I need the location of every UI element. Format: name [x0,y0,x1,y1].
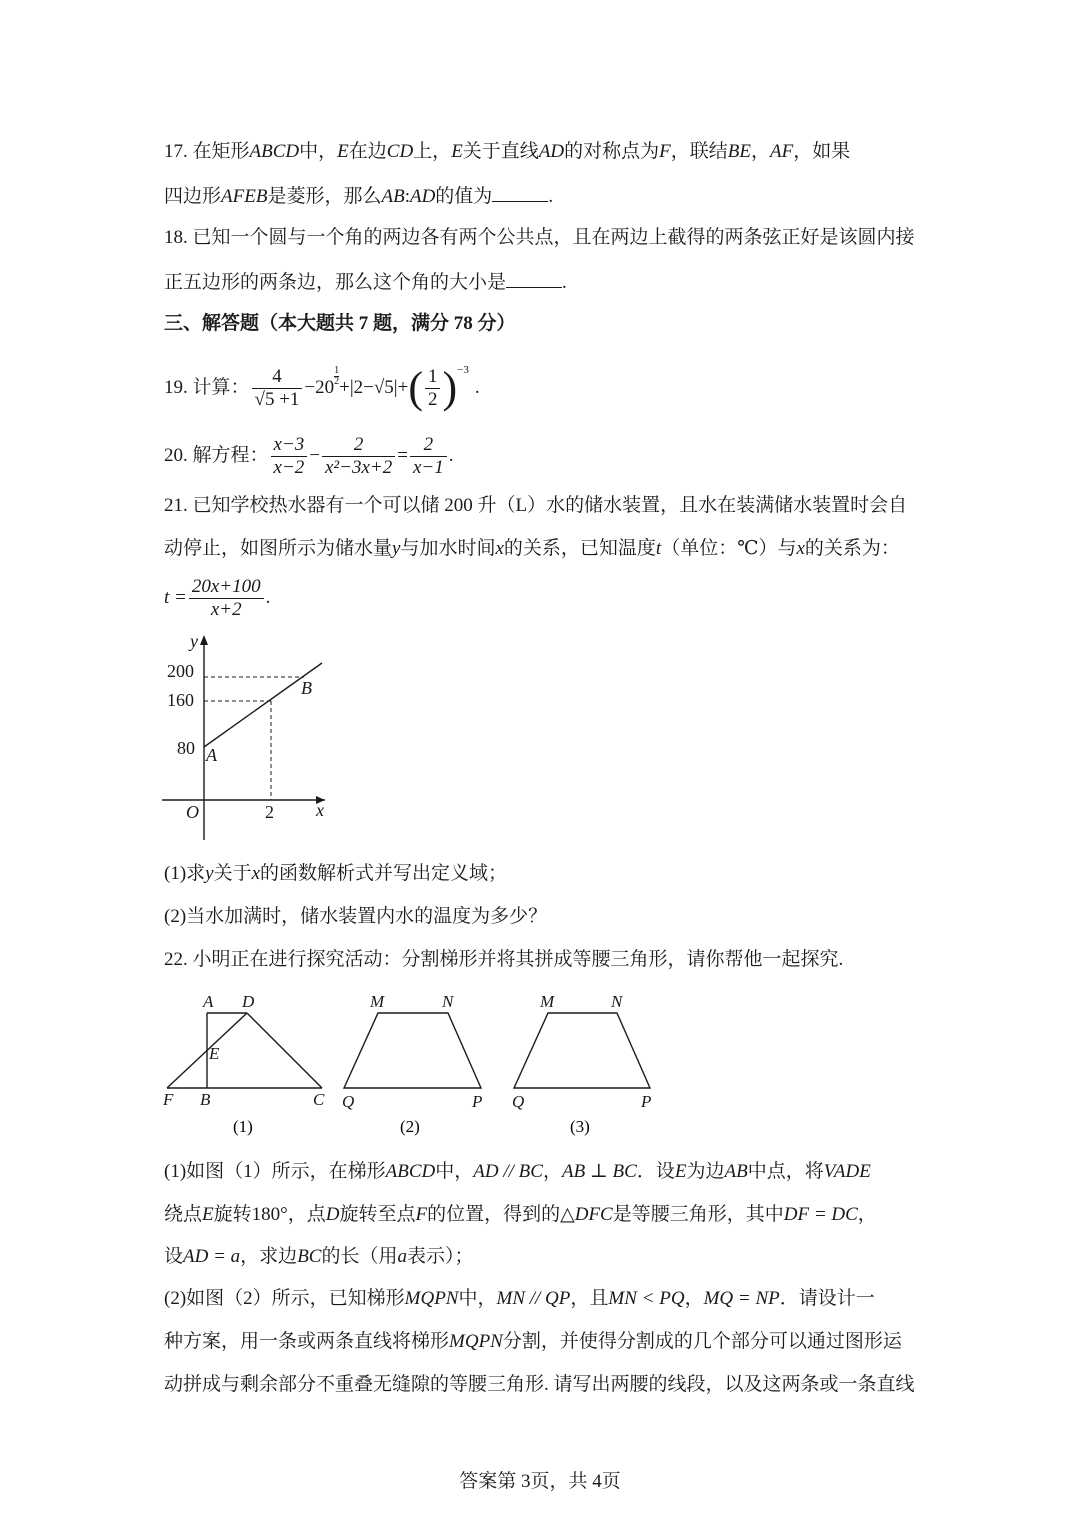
figure-3 [514,1013,650,1088]
point-b-label: B [301,678,312,698]
text: ，求边 [240,1246,298,1267]
math-var: E [202,1204,214,1225]
math-var: D [325,1204,340,1225]
fraction [189,576,264,621]
question-label: 19. 计算： [164,377,250,398]
text: 四边形 [164,186,222,207]
text: 旋转180°，点 [213,1204,326,1225]
math-expr: AD = a [183,1246,241,1267]
math-var: AD [538,141,565,162]
text: 分割，并使得分割成的几个部分可以通过图形运 [502,1331,902,1352]
math-var: AF [770,141,794,162]
text: 设 [164,1246,184,1267]
y-tick-200: 200 [167,661,194,681]
text: 关于 [213,863,252,884]
question-22-part-1-line-3 [164,1245,474,1269]
denominator: x+2 [210,598,242,620]
label-m: M [370,992,385,1011]
text: 17. 在矩形 [164,141,250,162]
math-var: MQPN [449,1331,503,1352]
text: (1)如图（1）所示，在梯形 [164,1161,386,1182]
question-20 [164,430,453,482]
text: . [548,186,554,207]
text: . [265,587,271,608]
math-var: ABCD [385,1161,436,1182]
text: 旋转至点 [339,1204,416,1225]
math-var: x [495,538,504,559]
y-axis-label: y [190,631,198,651]
math-var: E [451,141,463,162]
page-footer: 答案第 3页，共 4页 [459,1471,621,1492]
question-18-line-2 [164,269,567,295]
numerator: 20x+100 [189,576,264,599]
text: 在边 [348,141,387,162]
math-var: F [659,141,671,162]
fraction [271,434,308,479]
math-var: F [415,1204,428,1225]
label-q: Q [512,1092,525,1111]
text: 中， [299,141,338,162]
text: (1)求 [164,863,206,884]
math-var: y [392,538,401,559]
text: ， [751,141,771,162]
section-heading: 三、解答题（本大题共 7 题，满分 78 分） [164,313,516,334]
operator: − [309,445,320,466]
math-var: CD [386,141,414,162]
math-var: AD [409,186,436,207]
text: 中点，将 [747,1161,824,1182]
text: ， [857,1204,877,1225]
fraction [322,434,395,479]
text: 是等腰三角形，其中 [612,1204,784,1225]
question-21-formula [164,572,270,624]
label-f: F [163,1090,174,1109]
text: 正五边形的两条边，那么这个角的大小是 [164,272,507,293]
text: ， [684,1288,704,1309]
math-expr: AB ⊥ BC [561,1161,637,1182]
text: 关于直线 [462,141,539,162]
label-a: A [203,992,214,1011]
denominator: x−1 [412,456,444,478]
left-paren: ( [408,363,423,412]
question-22-intro: 22. 小明正在进行探究活动：分割梯形并将其拼成等腰三角形，请你帮他一起探究. [164,949,844,970]
question-18-line-1: 18. 已知一个圆与一个角的两边各有两个公共点，且在两边上截得的两条弦正好是该圆内接 [164,227,915,248]
math-var: E [337,141,349,162]
label-b: B [200,1090,211,1109]
text: 与加水时间 [400,538,496,559]
math-var: VADE [823,1161,871,1182]
question-label: 20. 解方程： [164,445,269,466]
label-m: M [540,992,555,1011]
numerator: 2 [322,434,395,457]
origin-label: O [186,802,199,822]
text: : [404,186,410,207]
question-22-part-2-line-1 [164,1287,875,1311]
math-var: BE [727,141,751,162]
text: 的关系，已知温度 [503,538,656,559]
math-var: x [251,863,261,884]
label-p: P [472,1092,483,1111]
label-q: Q [342,1092,355,1111]
y-tick-160: 160 [167,690,194,710]
math-term: t = [164,587,187,608]
question-19 [164,362,480,414]
right-paren: ) [442,363,458,412]
text: 的长（用 [321,1246,398,1267]
text: ， [542,1161,562,1182]
figure-2 [344,1013,481,1088]
math-expr: △DFC [560,1204,613,1225]
line-ab [204,663,322,747]
math-expr: MN < PQ [608,1288,685,1309]
x-tick-2: 2 [265,802,274,822]
figure-1 [167,1013,322,1088]
denominator: 2 [427,388,438,410]
numerator: 1 [425,366,441,389]
exponent: −3 [457,364,469,376]
question-21-part-1 [164,862,507,886]
answer-blank [492,183,548,202]
question-21-part-2: (2)当水加满时，储水装置内水的温度为多少？ [164,906,548,927]
question-22-part-2-line-3: 动拼成与剩余部分不重叠无缝隙的等腰三角形. 请写出两腰的线段，以及这两条或一条直线 [164,1374,915,1395]
text: （单位：℃）与 [661,538,797,559]
label-n: N [442,992,454,1011]
math-expr: AD // BC [473,1161,543,1182]
trapezoid-figures [150,985,750,1140]
y-tick-80: 80 [177,738,195,758]
math-var: x [796,538,805,559]
exp-numerator: 1 [334,364,340,376]
math-var: MQPN [404,1288,459,1309]
question-22-part-1-line-1 [164,1160,871,1184]
text: 绕点 [164,1204,203,1225]
text: . [562,272,567,293]
text: 的值为 [435,186,493,207]
fraction [410,434,447,479]
point-a-label: A [206,745,217,765]
text: 是菱形，那么 [267,186,382,207]
numerator: 2 [410,434,447,457]
math-term: +|2−√5|+ [339,377,409,398]
text: 的对称点为 [564,141,660,162]
math-term: −20 [304,377,335,398]
text: ，且 [570,1288,609,1309]
question-17-line-2 [164,183,553,209]
math-var: AFEB [221,186,268,207]
text: 上， [413,141,452,162]
numerator: 4 [252,366,303,389]
fraction [252,366,303,411]
text: 种方案，用一条或两条直线将梯形 [164,1331,450,1352]
operator: = [397,445,408,466]
text: ．设 [636,1161,675,1182]
figure-2-caption: (2) [400,1117,420,1136]
text: 中， [458,1288,497,1309]
numerator: x−3 [271,434,308,457]
label-p: P [641,1092,652,1111]
text: 为边 [686,1161,725,1182]
math-expr: MQ = NP [703,1288,780,1309]
figure-3-caption: (3) [570,1117,590,1136]
text: ，如果 [793,141,851,162]
text: . [448,445,454,466]
text: (2)如图（2）所示，已知梯形 [164,1288,405,1309]
label-d: D [242,992,255,1011]
y-axis-arrow-icon [200,635,208,645]
text: 表示）； [406,1246,474,1267]
denominator: x²−3x+2 [325,456,393,478]
question-21-line-1: 21. 已知学校热水器有一个可以储 200 升（L）水的储水装置，且水在装满储水装置时会自 [164,495,908,516]
answer-blank [506,269,562,288]
math-var: a [397,1246,407,1267]
text: ．请设计一 [779,1288,875,1309]
math-expr: DF = DC [783,1204,858,1225]
question-17-line-1 [164,140,850,164]
fraction [425,366,441,411]
math-var: E [674,1161,687,1182]
math-var: BC [297,1246,322,1267]
water-volume-graph [150,625,350,845]
math-expr: MN // QP [496,1288,571,1309]
math-var: t [655,538,662,559]
math-var: ABCD [249,141,300,162]
label-e: E [209,1044,220,1063]
text: 中， [435,1161,474,1182]
text: ，联结 [670,141,728,162]
text: . [474,377,480,398]
question-21-line-2 [164,537,900,561]
label-n: N [611,992,623,1011]
text: 的函数解析式并写出定义域； [260,863,508,884]
denominator: √5 +1 [254,388,300,410]
question-22-part-1-line-2 [164,1203,877,1227]
text: 的关系为： [804,538,900,559]
math-var: y [205,863,214,884]
text: 动停止，如图所示为储水量 [164,538,393,559]
question-22-part-2-line-2 [164,1330,902,1354]
exponent [334,366,339,387]
denominator: x−2 [273,456,305,478]
math-var: AB [381,186,405,207]
figure-1-caption: (1) [233,1117,253,1136]
text: 的位置，得到的 [427,1204,561,1225]
math-var: AB [724,1161,748,1182]
x-axis-label: x [316,800,324,820]
label-c: C [313,1090,325,1109]
exp-denominator: 2 [334,375,340,387]
